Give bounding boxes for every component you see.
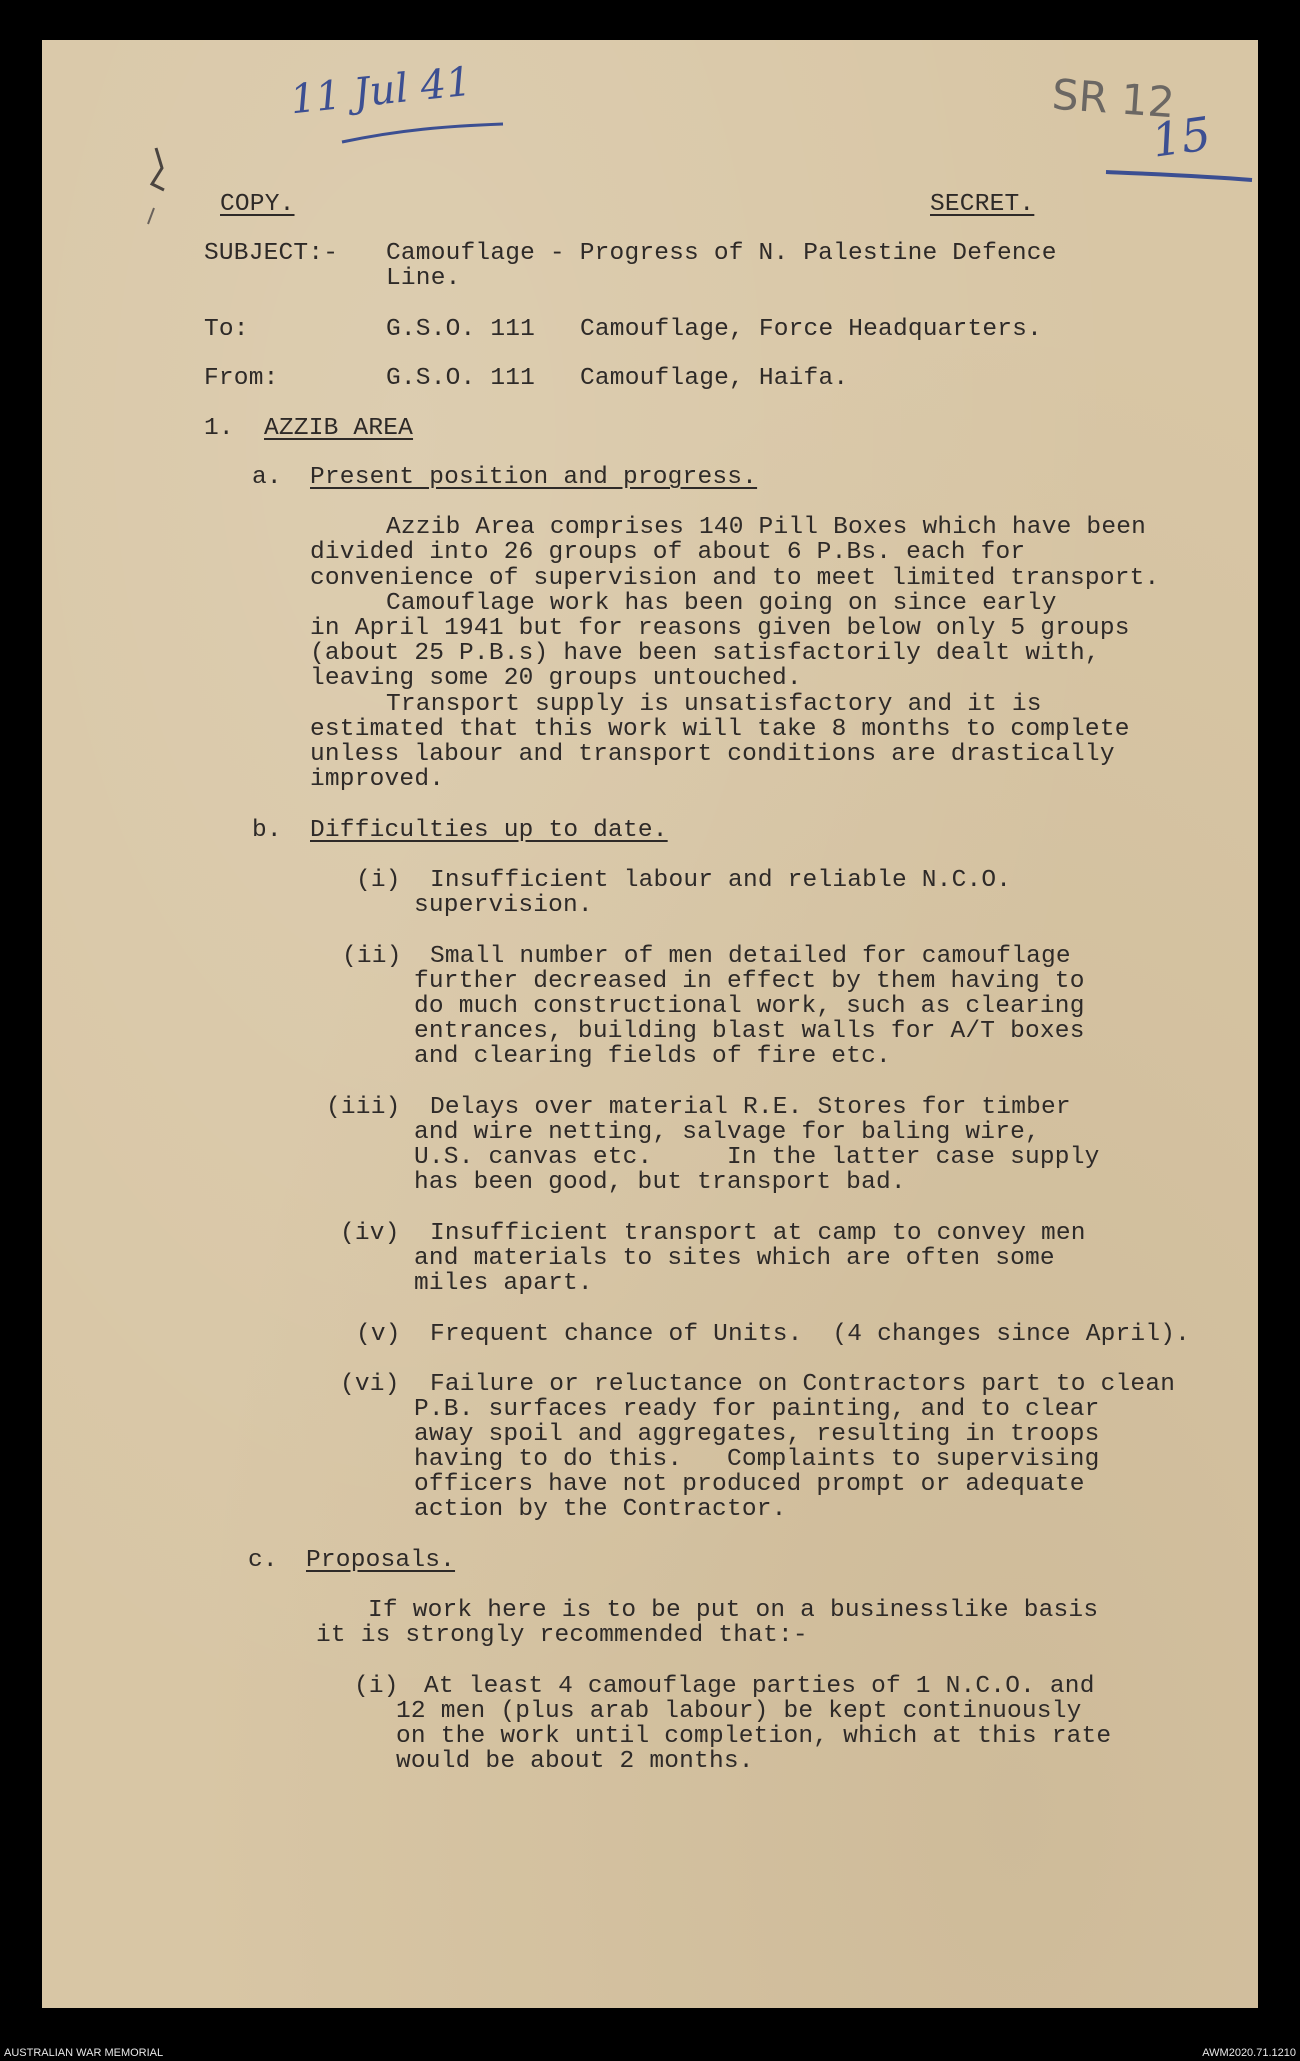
- paragraph-line: unless labour and transport conditions are drastically: [310, 741, 1115, 768]
- sub-c-title: Proposals.: [306, 1547, 456, 1574]
- sub-b-letter: b.: [252, 817, 282, 844]
- paragraph-line: Camouflage work has been going on since early: [386, 590, 1057, 617]
- proposals-intro-line: If work here is to be put on a businesslike basis: [368, 1597, 1099, 1624]
- sub-b-title: Difficulties up to date.: [310, 817, 668, 844]
- subject-line-2: Line.: [386, 265, 461, 292]
- list-item-line: has been good, but transport bad.: [414, 1169, 906, 1196]
- sub-a-letter: a.: [252, 464, 282, 491]
- list-item-line: would be about 2 months.: [396, 1748, 754, 1775]
- section-number: 1.: [204, 415, 234, 442]
- proposals-intro-line: it is strongly recommended that:-: [316, 1622, 808, 1649]
- subject-label: SUBJECT:-: [204, 240, 339, 267]
- list-item-line: further decreased in effect by them having to: [414, 968, 1085, 995]
- handwritten-ref-top: SR 12: [1050, 69, 1177, 128]
- list-item-line: do much constructional work, such as clearing: [414, 993, 1085, 1020]
- staple-mark: [138, 138, 178, 228]
- paragraph-line: Transport supply is unsatisfactory and it is: [386, 691, 1042, 718]
- list-item-number: (i): [354, 1673, 399, 1700]
- handwritten-date: 11 Jul 41: [288, 58, 474, 124]
- paragraph-line: Azzib Area comprises 140 Pill Boxes which have been: [386, 514, 1147, 541]
- copy-label: COPY.: [220, 191, 295, 218]
- to-text: Camouflage, Force Headquarters.: [580, 316, 1042, 343]
- subject-line-1: Camouflage - Progress of N. Palestine Defence: [386, 240, 1057, 267]
- paragraph-line: convenience of supervision and to meet limited transport.: [310, 565, 1160, 592]
- handwritten-ref-underline: [1102, 158, 1262, 188]
- to-rank: G.S.O. 111: [386, 316, 536, 343]
- list-item-line: Delays over material R.E. Stores for timber: [430, 1094, 1071, 1121]
- list-item-line: Failure or reluctance on Contractors part to clean: [430, 1371, 1176, 1398]
- handwritten-date-underline: [338, 120, 508, 150]
- paragraph-line: divided into 26 groups of about 6 P.Bs. each for: [310, 539, 1026, 566]
- paragraph-line: estimated that this work will take 8 months to complete: [310, 716, 1130, 743]
- handwritten-ref-bottom: 15: [1148, 106, 1215, 168]
- list-item-line: P.B. surfaces ready for painting, and to clear: [414, 1396, 1100, 1423]
- list-item-line: officers have not produced prompt or adequate: [414, 1471, 1085, 1498]
- list-item-line: At least 4 camouflage parties of 1 N.C.O. and: [424, 1673, 1095, 1700]
- list-item-number: (v): [356, 1321, 401, 1348]
- from-label: From:: [204, 365, 279, 392]
- paragraph-line: leaving some 20 groups untouched.: [310, 665, 802, 692]
- list-item-number: (vi): [340, 1371, 400, 1398]
- list-item-line: and wire netting, salvage for baling wire,: [414, 1119, 1040, 1146]
- paragraph-line: in April 1941 but for reasons given below only 5 groups: [310, 615, 1130, 642]
- list-item-line: entrances, building blast walls for A/T boxes: [414, 1018, 1085, 1045]
- list-item-line: Insufficient labour and reliable N.C.O.: [430, 867, 1012, 894]
- list-item-line: U.S. canvas etc. In the latter case supply: [414, 1144, 1100, 1171]
- list-item-line: and materials to sites which are often some: [414, 1245, 1055, 1272]
- from-text: Camouflage, Haifa.: [580, 365, 849, 392]
- list-item-line: Small number of men detailed for camouflage: [430, 943, 1071, 970]
- list-item-line: 12 men (plus arab labour) be kept continuously: [396, 1698, 1082, 1725]
- footer-institution: AUSTRALIAN WAR MEMORIAL: [4, 2047, 164, 2059]
- list-item-number: (ii): [342, 943, 402, 970]
- list-item-line: miles apart.: [414, 1270, 593, 1297]
- list-item-line: away spoil and aggregates, resulting in troops: [414, 1421, 1100, 1448]
- sub-c-letter: c.: [248, 1547, 278, 1574]
- list-item-line: supervision.: [414, 892, 593, 919]
- document-page: [42, 40, 1258, 2008]
- list-item-line: on the work until completion, which at this rate: [396, 1723, 1112, 1750]
- list-item-line: action by the Contractor.: [414, 1496, 787, 1523]
- sub-a-title: Present position and progress.: [310, 464, 758, 491]
- to-label: To:: [204, 316, 249, 343]
- paragraph-line: (about 25 P.B.s) have been satisfactorily dealt with,: [310, 640, 1100, 667]
- section-title: AZZIB AREA: [264, 415, 414, 442]
- list-item-number: (iv): [340, 1220, 400, 1247]
- paragraph-line: improved.: [310, 766, 445, 793]
- list-item-line: and clearing fields of fire etc.: [414, 1043, 891, 1070]
- secret-label: SECRET.: [930, 191, 1035, 218]
- list-item-number: (i): [356, 867, 401, 894]
- list-item-line: Frequent chance of Units. (4 changes since April).: [430, 1321, 1191, 1348]
- list-item-line: having to do this. Complaints to supervising: [414, 1446, 1100, 1473]
- list-item-line: Insufficient transport at camp to convey men: [430, 1220, 1086, 1247]
- from-rank: G.S.O. 111: [386, 365, 536, 392]
- list-item-number: (iii): [326, 1094, 401, 1121]
- footer-accession-number: AWM2020.71.1210: [1202, 2047, 1296, 2059]
